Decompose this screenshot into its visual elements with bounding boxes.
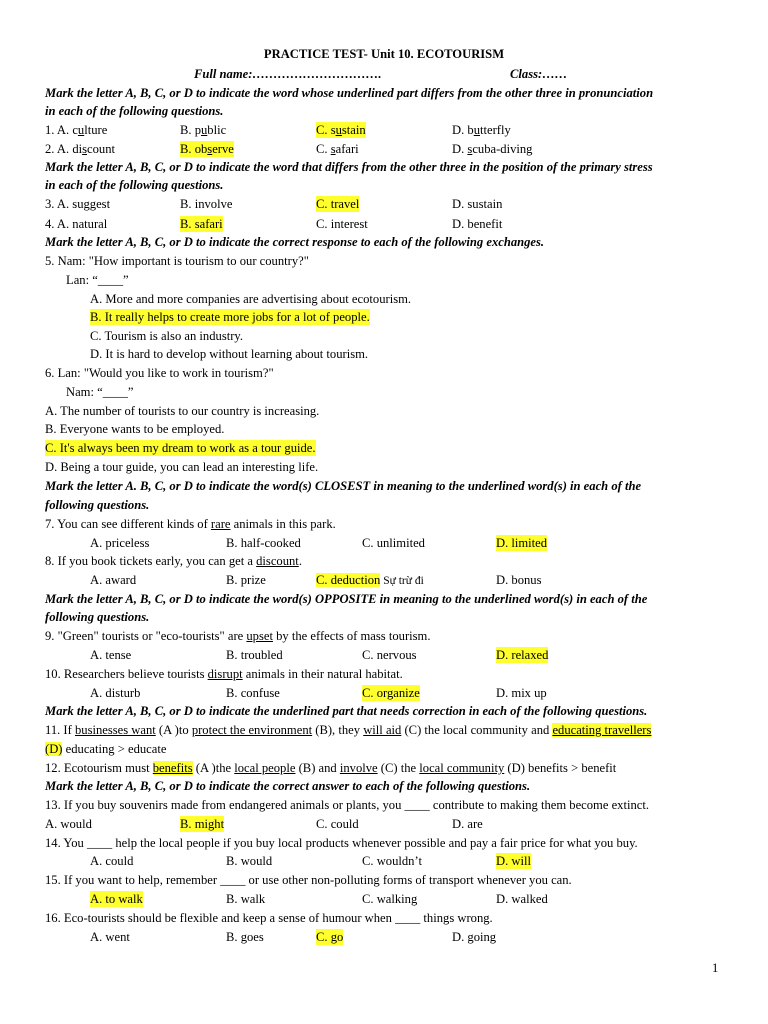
q7-prompt: 7. You can see different kinds of rare animals in this park. (45, 517, 336, 531)
full-name-label: Full name:…………………………. (194, 67, 382, 81)
instruction-pronunciation: Mark the letter A, B, C, or D to indicate the word whose underlined part differs from the other three in pronunciation (45, 86, 654, 100)
q3-option-b[interactable]: B. involve (180, 197, 233, 211)
q13-option-d[interactable]: D. are (452, 817, 483, 831)
q15-option-d[interactable]: D. walked (496, 892, 548, 906)
q16-prompt: 16. Eco-tourists should be flexible and keep a sense of humour when ____ things wrong. (45, 911, 493, 925)
instruction-opposite-cont: following questions. (45, 610, 150, 624)
q11-part-b[interactable]: protect the environment (191, 723, 313, 737)
q3-option-d[interactable]: D. sustain (452, 197, 503, 211)
instruction-correct-answer: Mark the letter A, B, C, or D to indicate the correct answer to each of the following questions. (45, 779, 531, 793)
q13-option-a[interactable]: A. would (45, 817, 92, 831)
q8-option-a[interactable]: A. award (90, 573, 137, 587)
q6-option-a[interactable]: A. The number of tourists to our country is increasing. (45, 404, 320, 418)
q16-option-c[interactable]: C. go (316, 930, 344, 944)
q1-option-a[interactable]: 1. A. culture (45, 123, 108, 137)
q10-prompt: 10. Researchers believe tourists disrupt animals in their natural habitat. (45, 667, 403, 681)
q9-prompt: 9. "Green" tourists or "eco-tourists" are upset by the effects of mass tourism. (45, 629, 431, 643)
instruction-closest: Mark the letter A. B, C, or D to indicate the word(s) CLOSEST in meaning to the underlined word(s) in each of the (45, 479, 642, 493)
q8-option-c[interactable]: C. deduction (316, 573, 381, 587)
q8-note: Sự trừ đi (380, 575, 424, 587)
q9-option-b[interactable]: B. troubled (226, 648, 283, 662)
instruction-opposite: Mark the letter A, B, C, or D to indicate the word(s) OPPOSITE in meaning to the underlined word(s) in each of the (45, 592, 648, 606)
q11-answer (45, 741, 166, 757)
q8-option-d[interactable]: D. bonus (496, 573, 542, 587)
q5-prompt: 5. Nam: "How important is tourism to our country?" (45, 254, 309, 268)
q5-option-b[interactable]: B. It really helps to create more jobs for a lot of people. (90, 310, 370, 324)
q14-option-a[interactable]: A. could (90, 854, 134, 868)
q6-speaker: Nam: “____” (66, 385, 134, 399)
q8-option-b[interactable]: B. prize (226, 573, 266, 587)
q14-option-d[interactable]: D. will (496, 854, 531, 868)
q6-option-c[interactable]: C. It's always been my dream to work as a tour guide. (45, 441, 316, 455)
q4-option-c[interactable]: C. interest (316, 217, 368, 231)
q15-option-c[interactable]: C. walking (362, 892, 418, 906)
class-label: Class:…… (510, 67, 568, 81)
q4-option-b[interactable]: B. safari (180, 217, 223, 231)
q9-option-a[interactable]: A. tense (90, 648, 132, 662)
q4-option-a[interactable]: 4. A. natural (45, 217, 108, 231)
q12-part-b[interactable]: local people (234, 761, 296, 775)
q2-option-b[interactable]: B. observe (180, 142, 234, 156)
q9-option-c[interactable]: C. nervous (362, 648, 417, 662)
q2-option-d[interactable]: D. scuba-diving (452, 142, 533, 156)
q11-part-a[interactable]: businesses want (74, 723, 156, 737)
q16-option-d[interactable]: D. going (452, 930, 497, 944)
q6-option-d[interactable]: D. Being a tour guide, you can lead an interesting life. (45, 460, 319, 474)
page-number: 1 (712, 961, 719, 975)
q11-answer-letter: (D) (45, 742, 63, 756)
q10-option-c[interactable]: C. organize (362, 686, 420, 700)
q15-option-b[interactable]: B. walk (226, 892, 266, 906)
instruction-stress-cont: in each of the following questions. (45, 178, 224, 192)
q8-option-c-wrap (316, 572, 424, 589)
q2-option-c[interactable]: C. safari (316, 142, 359, 156)
q3-option-c[interactable]: C. travel (316, 197, 360, 211)
q1-option-c[interactable]: C. sustain (316, 123, 366, 137)
instruction-stress: Mark the letter A, B, C, or D to indicate the word that differs from the other three in the position of the primary stress (45, 160, 653, 174)
q2-option-a[interactable]: 2. A. discount (45, 142, 115, 156)
q14-option-c[interactable]: C. wouldn’t (362, 854, 422, 868)
q13-option-c[interactable]: C. could (316, 817, 359, 831)
q15-option-a[interactable]: A. to walk (90, 892, 143, 906)
q16-option-a[interactable]: A. went (90, 930, 130, 944)
q6-option-b[interactable]: B. Everyone wants to be employed. (45, 422, 225, 436)
q11-sentence: 11. If businesses want (A )to protect the environment (B), they will aid (C) the local community and educating travellers (45, 723, 652, 737)
q7-option-c[interactable]: C. unlimited (362, 536, 425, 550)
q6-prompt: 6. Lan: "Would you like to work in tourism?" (45, 366, 274, 380)
q14-option-b[interactable]: B. would (226, 854, 273, 868)
q15-prompt: 15. If you want to help, remember ____ or use other non-polluting forms of transport whenever you can. (45, 873, 572, 887)
q14-prompt: 14. You ____ help the local people if you buy local products whenever possible and pay a fair price for what you buy. (45, 836, 638, 850)
q1-option-b[interactable]: B. public (180, 123, 227, 137)
q3-option-a[interactable]: 3. A. suggest (45, 197, 111, 211)
q7-option-b[interactable]: B. half-cooked (226, 536, 301, 550)
q11-part-c[interactable]: will aid (363, 723, 402, 737)
q7-option-d[interactable]: D. limited (496, 536, 548, 550)
instruction-pronunciation-cont: in each of the following questions. (45, 104, 224, 118)
q13-prompt: 13. If you buy souvenirs made from endangered animals or plants, you ____ contribute to making them become extinct. (45, 798, 650, 812)
q10-option-b[interactable]: B. confuse (226, 686, 280, 700)
q5-option-d[interactable]: D. It is hard to develop without learning about tourism. (90, 347, 369, 361)
q10-option-d[interactable]: D. mix up (496, 686, 547, 700)
q11-fix: educating > educate (62, 742, 167, 756)
q10-option-a[interactable]: A. disturb (90, 686, 141, 700)
q12-sentence: 12. Ecotourism must benefits (A )the local people (B) and involve (C) the local community (D) benefits > benefit (45, 761, 617, 775)
instruction-closest-cont: following questions. (45, 498, 150, 512)
q16-option-b[interactable]: B. goes (226, 930, 264, 944)
q11-part-d[interactable]: educating travellers (552, 723, 652, 737)
q1-option-d[interactable]: D. butterfly (452, 123, 511, 137)
instruction-correction: Mark the letter A, B, C, or D to indicate the underlined part that needs correction in each of the following questions. (45, 704, 648, 718)
q12-part-a[interactable]: benefits (152, 761, 193, 775)
q12-part-c[interactable]: involve (339, 761, 378, 775)
q5-option-a[interactable]: A. More and more companies are advertising about ecotourism. (90, 292, 412, 306)
q5-speaker: Lan: “____” (66, 273, 129, 287)
q13-option-b[interactable]: B. might (180, 817, 225, 831)
q5-option-c[interactable]: C. Tourism is also an industry. (90, 329, 244, 343)
q8-prompt: 8. If you book tickets early, you can get a discount. (45, 554, 302, 568)
q12-part-d[interactable]: local community (419, 761, 505, 775)
q9-option-d[interactable]: D. relaxed (496, 648, 549, 662)
q4-option-d[interactable]: D. benefit (452, 217, 503, 231)
instruction-exchanges: Mark the letter A, B, C, or D to indicate the correct response to each of the following exchanges. (45, 235, 545, 249)
page-title: PRACTICE TEST- Unit 10. ECOTOURISM (263, 47, 505, 61)
q7-option-a[interactable]: A. priceless (90, 536, 150, 550)
